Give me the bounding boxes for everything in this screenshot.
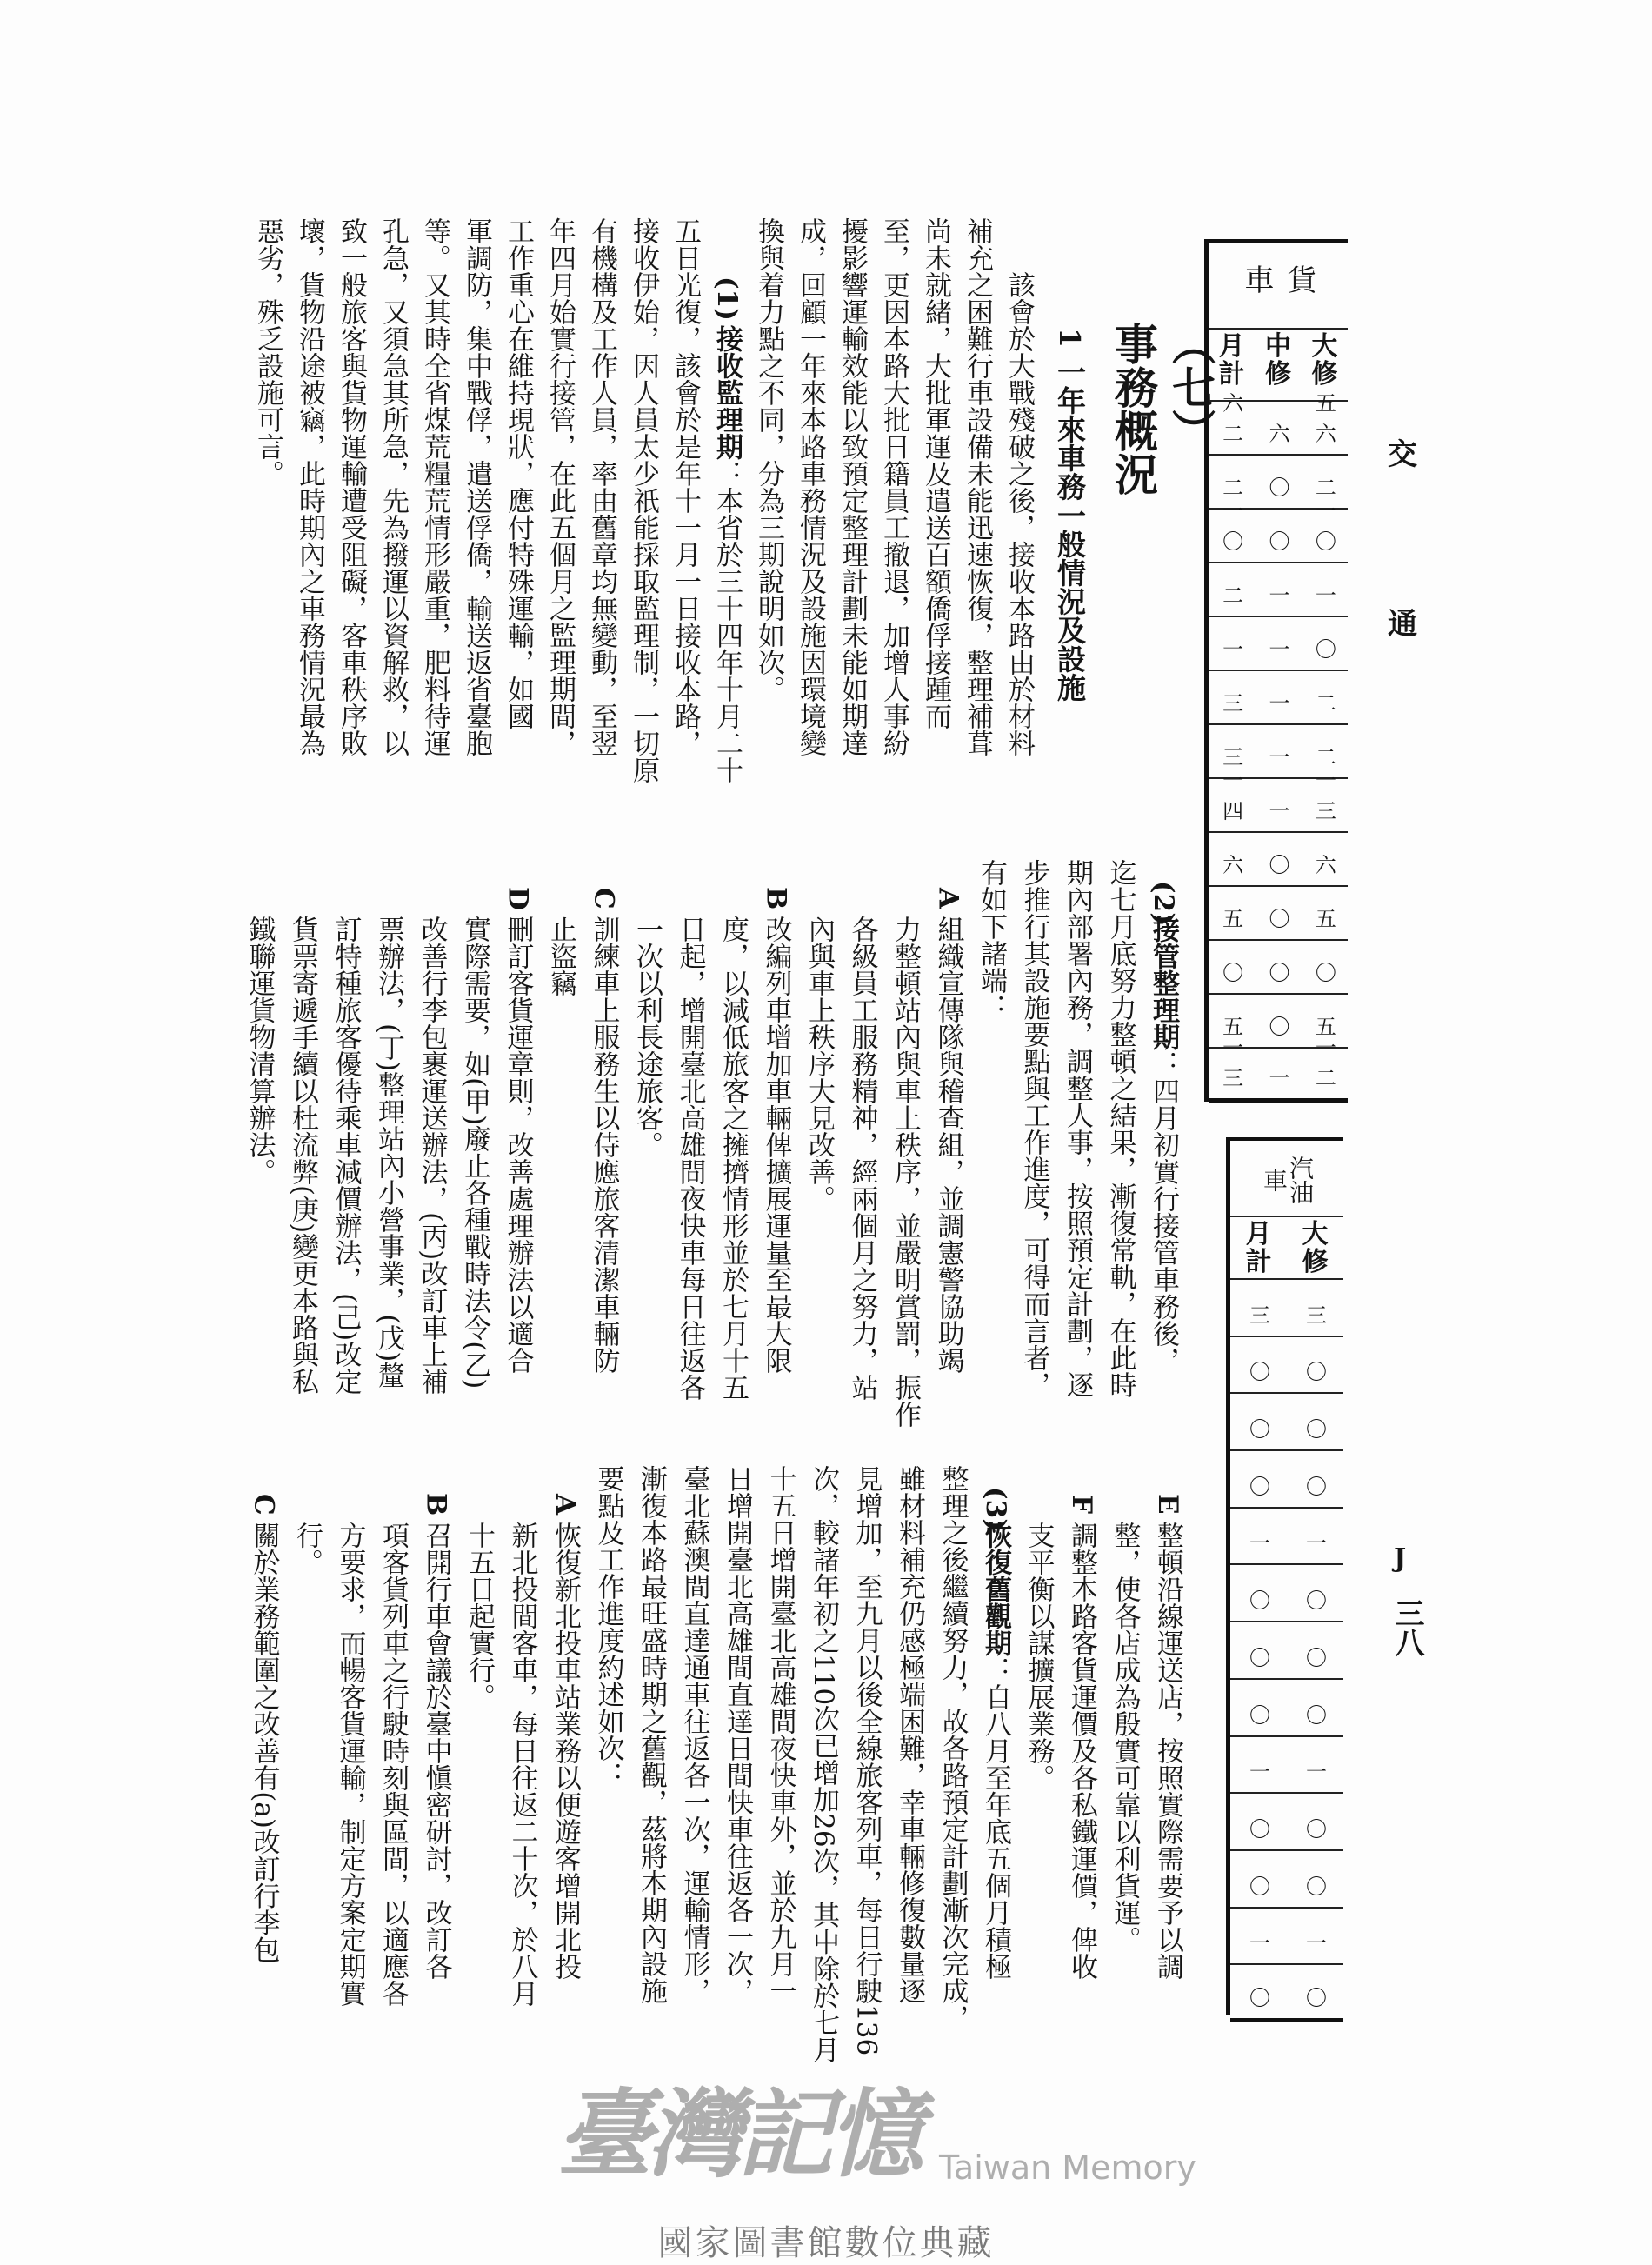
- text-line: 項客貨列車之行駛時刻與區間，以適應各: [377, 1522, 409, 2008]
- table-cell: 六: [1222, 853, 1242, 877]
- table-cell: 六: [1315, 853, 1334, 877]
- text-line: 一次以利長途旅客。: [631, 916, 663, 1159]
- text-line: 度，以減低旅客之擁擠情形並於七月十五: [717, 916, 749, 1402]
- text-column: [915, 217, 956, 800]
- text-column: [281, 859, 324, 1450]
- text-column: [539, 217, 581, 800]
- text-line: 致一般旅客與貨物運輸遭受阻礙，客車秩序敗: [336, 217, 367, 756]
- text-line: 力整頓站內與車上秩序，並嚴明賞罰，振作: [889, 916, 921, 1429]
- table-row: [1230, 1337, 1343, 1395]
- table-title: 汽油車: [1260, 1156, 1315, 1204]
- table-cell: 五: [1315, 1015, 1334, 1039]
- table-cell: 〇: [1249, 1985, 1268, 2010]
- text-line: 接收伊始，因人員太少祇能採取監理制，一切原: [628, 217, 659, 783]
- table-row: [1209, 391, 1348, 456]
- table-cell: 五: [1222, 907, 1242, 931]
- table-cell: 一: [1249, 1760, 1268, 1785]
- text-line: 十五日增開臺北高雄間夜快車外，並於九月一: [764, 1465, 796, 2004]
- text-column: [237, 859, 281, 1450]
- table-cell: 一〇: [1315, 499, 1334, 554]
- table-cell: 五: [1222, 1015, 1242, 1039]
- text-column: [456, 217, 497, 800]
- item-label: A: [550, 1493, 581, 1515]
- table-cell: 一: [1269, 1066, 1288, 1090]
- text-line: ：本省於三十四年十月二十: [711, 460, 743, 783]
- text-column: [802, 1465, 845, 2063]
- text-line: 期內部署內務，調整人事，按照預定計劃，逐: [1062, 859, 1093, 1398]
- subsection-title: [1048, 317, 1091, 702]
- text-line: 訂特種旅客優待乘車減價辦法，(己)改定: [330, 916, 362, 1396]
- text-line: 年四月始實行接管，在此五個月之監理期間，: [544, 217, 576, 756]
- table-cell: 一: [1222, 637, 1242, 662]
- text-column: [1146, 1465, 1189, 2022]
- table-row: [1209, 563, 1348, 617]
- table-row: [1230, 1965, 1343, 2022]
- watermark-logo-text: 臺灣記憶: [556, 2078, 918, 2190]
- text-line: 整理之後繼續努力，故各路預定計劃漸次完成，: [936, 1465, 969, 2031]
- text-column: [582, 859, 625, 1450]
- text-column: [1016, 1465, 1060, 2022]
- text-line: 漸復本路最旺盛時期之舊觀，茲將本期內設施: [636, 1465, 667, 2004]
- text-line: 各級員工服務精神，經兩個月之努力，站: [846, 916, 878, 1402]
- table-cell: 〇: [1249, 1417, 1268, 1442]
- text-line: 行。: [291, 1522, 323, 1576]
- column-header: 月計: [1218, 331, 1245, 390]
- text-column: [372, 217, 414, 800]
- text-line: 見增加，至九月以後全線旅客列車，每日行駛136: [850, 1465, 883, 2056]
- item-label: C: [588, 887, 620, 909]
- text-line: 新北投間客車，每日往返二十次，於八月: [506, 1522, 538, 2008]
- text-column: [453, 859, 496, 1450]
- item-label: F: [1066, 1494, 1097, 1514]
- text-line: 孔急，又須急其所急，先為撥運以資解救，以: [377, 217, 409, 756]
- section-title: 接管整理期: [1148, 916, 1179, 1051]
- table-body: [1209, 391, 1348, 1103]
- column-header: 中修: [1264, 331, 1291, 390]
- watermark: [556, 2078, 1196, 2190]
- text-line: 內與車上秩序大見改善。: [803, 916, 835, 1213]
- text-column: [328, 1465, 371, 2022]
- text-band-middle: [237, 859, 1184, 1450]
- table-cell: 三: [1222, 691, 1242, 716]
- table-cell: 一: [1269, 637, 1288, 662]
- table-cell: 〇: [1269, 1015, 1288, 1039]
- text-column: [371, 1465, 415, 2022]
- table-row: [1230, 1909, 1343, 1966]
- table-row: [1230, 1451, 1343, 1509]
- table-cell: 六二: [1222, 391, 1242, 446]
- table-cell: 一: [1315, 583, 1334, 608]
- text-column: [496, 859, 539, 1450]
- text-column: [581, 217, 623, 800]
- text-column: [1102, 1465, 1146, 2022]
- table-cell: 二: [1222, 476, 1242, 500]
- text-column: [1056, 859, 1099, 1450]
- text-column: [706, 217, 748, 800]
- table-row: [1230, 1794, 1343, 1851]
- text-column: [711, 859, 755, 1450]
- text-line: 日起，增開臺北高雄間夜快車每日往返各: [674, 916, 706, 1402]
- table-cell: 三: [1249, 1302, 1268, 1328]
- text-column: [289, 217, 330, 800]
- railcar-repair-table: [1226, 1137, 1343, 2015]
- text-line: 調整本路客貨運價及各私鐵運價，俾收: [1066, 1522, 1097, 1981]
- text-column: [888, 1465, 931, 2022]
- text-line: 止盜竊: [545, 916, 576, 997]
- margin-section-char: 交: [1388, 437, 1417, 472]
- text-column: [1060, 1465, 1103, 2022]
- section-heading-text: 事務概況: [1108, 322, 1159, 496]
- table-cell: 〇: [1305, 1474, 1324, 1499]
- item-label: (1): [711, 276, 743, 321]
- text-column: [998, 217, 1040, 800]
- text-column: [926, 859, 969, 1450]
- table-cell: 〇: [1305, 1702, 1324, 1728]
- text-line: 恢復新北投車站業務以便遊客增開北投: [550, 1522, 581, 1981]
- table-cell: 五六: [1315, 391, 1334, 446]
- item-label: E: [1152, 1494, 1183, 1515]
- table-cell: 〇: [1305, 1645, 1324, 1670]
- subsection-number: 1: [1053, 327, 1087, 348]
- table-row: [1209, 1036, 1348, 1103]
- text-column: [367, 859, 410, 1450]
- text-column: [1098, 859, 1142, 1450]
- table-cell: 一: [1269, 691, 1288, 716]
- table-row: [1230, 1394, 1343, 1451]
- text-column: [748, 217, 789, 800]
- table-row: [1230, 1680, 1343, 1737]
- section-heading: [1104, 322, 1219, 496]
- freight-car-repair-table: [1204, 239, 1348, 1102]
- text-line: 次，較諸年初之110次已增加26次，其中除於七月: [808, 1465, 839, 2063]
- text-line: 工作重心在維持現狀，應付特殊運輸，如國: [503, 217, 534, 729]
- table-cell: 〇: [1249, 1816, 1268, 1842]
- text-line: 換與着力點之不同，分為三期說明如次。: [753, 217, 784, 703]
- column-header: 月計: [1245, 1219, 1272, 1277]
- text-column: [840, 859, 883, 1450]
- text-column: [930, 1465, 974, 2031]
- text-column: [956, 217, 998, 800]
- text-column: [789, 217, 831, 800]
- table-cell: 〇: [1249, 1360, 1268, 1385]
- table-cell: 〇: [1305, 1874, 1324, 1899]
- table-header: [1230, 1217, 1343, 1280]
- table-row: [1230, 1851, 1343, 1909]
- text-line: 臺北蘇澳間直達通車往返各一次，運輸情形，: [678, 1465, 710, 2004]
- table-cell: 〇: [1315, 637, 1334, 662]
- margin-section-char: 通: [1388, 607, 1417, 642]
- text-column: [543, 1465, 587, 2022]
- text-column: [831, 217, 873, 800]
- table-row: [1209, 769, 1348, 833]
- table-cell: 一: [1249, 1931, 1268, 1956]
- table-row: [1209, 941, 1348, 995]
- table-cell: 五: [1315, 907, 1334, 931]
- text-line: 五日光復，該會於是年十一月一日接收本路，: [669, 217, 701, 756]
- text-column: [242, 1465, 285, 2022]
- table-cell: 三: [1305, 1302, 1324, 1328]
- table-cell: 〇: [1269, 907, 1288, 931]
- text-line: 成，回顧一年來本路車務情況及設施因環境變: [795, 217, 826, 756]
- item-label: C: [248, 1493, 280, 1516]
- text-line: 改善行李包裹運送辦法，(丙)改訂車上補: [416, 916, 448, 1396]
- text-column: [974, 1465, 1017, 2022]
- text-column: [629, 1465, 673, 2022]
- text-column: [1142, 859, 1185, 1450]
- table-cell: 〇: [1269, 961, 1288, 985]
- table-cell: 〇: [1249, 1645, 1268, 1670]
- table-cell: 〇: [1305, 1360, 1324, 1385]
- text-line: 召開行車會議於臺中愼密研討，改訂各: [420, 1522, 452, 1981]
- table-cell: 〇: [1249, 1702, 1268, 1728]
- table-cell: 一二: [1315, 1036, 1334, 1090]
- text-line: 要點及工作進度約述如次：: [592, 1465, 624, 1789]
- text-column: [414, 1465, 457, 2022]
- table-cell: 〇: [1249, 1874, 1268, 1899]
- text-line: 改編列車增加車輛俾擴展運量至最大限: [760, 916, 792, 1375]
- text-column: [323, 859, 367, 1450]
- text-column: [623, 217, 664, 800]
- text-line: 至，更因本路大批日籍員工撤退，加增人事紛: [878, 217, 909, 756]
- text-line: 實際需要，如(甲)廢止各種戰時法令(乙): [459, 916, 490, 1389]
- text-line: 擾影響運輸效能以致預定整理計劃未能如期達: [836, 217, 868, 756]
- item-label: (3): [980, 1486, 1011, 1531]
- table-cell: 〇: [1305, 1589, 1324, 1614]
- table-cell: 〇: [1222, 961, 1242, 985]
- text-column: [716, 1465, 759, 2022]
- text-column: [672, 1465, 716, 2022]
- text-line: 刪訂客貨運章則，改善處理辦法以適合: [502, 916, 534, 1375]
- table-row: [1230, 1565, 1343, 1622]
- item-label: B: [760, 886, 792, 910]
- table-cell: 三: [1222, 745, 1242, 769]
- text-column: [883, 859, 927, 1450]
- text-line: 關於業務範圍之改善有(a)改訂行李包: [248, 1522, 280, 1963]
- text-line: 整，使各店成為殷實可靠以利貨運。: [1109, 1522, 1141, 1954]
- table-cell: 一: [1305, 1931, 1324, 1956]
- text-column: [414, 217, 456, 800]
- table-cell: 〇: [1305, 1417, 1324, 1442]
- text-column: [1012, 859, 1056, 1450]
- section-title: 接收監理期: [711, 325, 743, 460]
- text-line: 步推行其設施要點與工作進度，可得而言者，: [1018, 859, 1050, 1398]
- table-cell: 〇: [1269, 853, 1288, 877]
- text-column: [586, 1465, 629, 2022]
- text-line: 貨票寄遞手續以杜流弊(庚)變更本路與私: [287, 916, 318, 1396]
- table-cell: 一: [1269, 799, 1288, 823]
- table-row: [1230, 1737, 1343, 1795]
- text-band-lower: [242, 1465, 1189, 2063]
- table-cell: 〇: [1269, 530, 1288, 554]
- table-cell: 〇: [1249, 1589, 1268, 1614]
- text-column: [500, 1465, 543, 2022]
- table-row: [1230, 1280, 1343, 1337]
- text-line: 壞，貨物沿途被竊，此時期內之車務情況最為: [294, 217, 325, 756]
- text-column: [873, 217, 915, 800]
- text-line: 十五日起實行。: [463, 1522, 495, 1711]
- table-cell: 〇: [1315, 961, 1334, 985]
- text-band-upper: [247, 217, 1040, 800]
- table-cell: 一: [1269, 583, 1288, 608]
- table-cell: 〇: [1269, 476, 1288, 500]
- text-line: 惡劣，殊乏設施可言。: [252, 217, 283, 487]
- text-line: 整頓沿線運送店，按照實際需要予以調: [1152, 1522, 1183, 1981]
- watermark-subtext: Taiwan Memory: [939, 2148, 1196, 2187]
- text-column: [754, 859, 797, 1450]
- table-row: [1230, 1622, 1343, 1680]
- text-column: [457, 1465, 501, 2022]
- table-cell: 〇: [1249, 1474, 1268, 1499]
- table-cell: 一: [1305, 1531, 1324, 1556]
- text-column: [625, 859, 669, 1450]
- text-column: [844, 1465, 888, 2056]
- table-cell: 一: [1269, 745, 1288, 769]
- table-cell: 〇: [1305, 1816, 1324, 1842]
- table-cell: 一: [1305, 1760, 1324, 1785]
- text-line: 雖材料補充仍感極端困難，幸車輛修復數量逐: [894, 1465, 925, 2004]
- text-column: [247, 217, 289, 800]
- text-column: [330, 217, 372, 800]
- text-column: [285, 1465, 329, 2022]
- text-column: [758, 1465, 802, 2022]
- text-line: 該會於大戰殘破之後，接收本路由於材料: [1003, 271, 1035, 756]
- text-column: [797, 859, 841, 1450]
- text-line: 票辦法，(丁)整理站內小營事業，(戊)釐: [373, 916, 404, 1389]
- text-column: [668, 859, 711, 1450]
- table-row: [1209, 617, 1348, 671]
- table-cell: 一〇: [1222, 499, 1242, 554]
- column-header: 大修: [1311, 331, 1338, 390]
- text-column: [969, 859, 1013, 1450]
- table-row: [1209, 671, 1348, 725]
- text-line: 等。又其時全省煤荒糧荒情形嚴重，肥料待運: [419, 217, 450, 756]
- column-header: 大修: [1302, 1219, 1329, 1277]
- table-body: [1230, 1280, 1343, 2022]
- text-line: 尚未就緒，大批軍運及遣送百額僑俘接踵而: [920, 217, 951, 729]
- text-line: ：四月初實行接管車務後，: [1148, 1050, 1179, 1375]
- table-cell: 二: [1315, 476, 1334, 500]
- text-column: [410, 859, 453, 1450]
- text-line: 鐵聯運貨物清算辦法。: [243, 916, 276, 1186]
- text-line: 迄七月底努力整頓之結果，漸復常軌，在此時: [1104, 859, 1136, 1398]
- item-label: B: [420, 1492, 452, 1516]
- section-heading-number: （七）: [1165, 322, 1216, 452]
- table-cell: 一: [1249, 1531, 1268, 1556]
- table-cell: 一三: [1315, 769, 1334, 823]
- section-title: 恢復舊觀期: [980, 1522, 1011, 1657]
- table-row: [1230, 1509, 1343, 1566]
- text-line: 方要求，而暢客貨運輸，制定方案定期實: [334, 1522, 366, 2008]
- footer-credit: 國家圖書館數位典藏: [657, 2223, 995, 2263]
- text-line: 日增開臺北高雄間直達日間快車往返各一次，: [722, 1465, 753, 2004]
- table-cell: 二: [1222, 583, 1242, 608]
- text-line: 軍調防，集中戰俘，遣送俘僑，輸送返省臺胞: [461, 217, 492, 756]
- table-cell: 〇: [1305, 1985, 1324, 2010]
- table-row: [1209, 499, 1348, 563]
- text-column: [664, 217, 706, 800]
- text-line: 支平衡以謀擴展業務。: [1023, 1522, 1055, 1792]
- table-row: [1209, 833, 1348, 887]
- table-row: [1209, 887, 1348, 941]
- text-line: ：自八月至年底五個月積極: [980, 1656, 1011, 1981]
- table-cell: 二: [1315, 691, 1334, 716]
- text-line: 訓練車上服務生以侍應旅客清潔車輛防: [588, 916, 620, 1375]
- text-column: [539, 859, 583, 1450]
- item-label: (2): [1148, 880, 1179, 925]
- text-line: 有如下諸端：: [976, 859, 1007, 1021]
- page-marker: J: [1394, 1543, 1407, 1574]
- table-cell: 六: [1269, 422, 1288, 446]
- table-cell: 一四: [1222, 769, 1242, 823]
- item-label: A: [932, 887, 964, 909]
- table-cell: 一三: [1222, 1036, 1242, 1090]
- text-line: 補充之困難行車設備未能迅速恢復，整理補葺: [962, 217, 993, 756]
- text-line: 組織宣傳隊與稽查組，並調憲警協助竭: [932, 916, 964, 1375]
- text-line: 有機構及工作人員，率由舊章均無變動，至翌: [586, 217, 617, 756]
- text-column: [497, 217, 539, 800]
- table-cell: 二: [1315, 745, 1334, 769]
- subsection-text: 一年來車務一般情況及設施: [1053, 357, 1087, 703]
- table-title: 貨車: [1239, 264, 1316, 313]
- page-number: 三八: [1389, 1598, 1424, 1657]
- item-label: D: [502, 886, 534, 910]
